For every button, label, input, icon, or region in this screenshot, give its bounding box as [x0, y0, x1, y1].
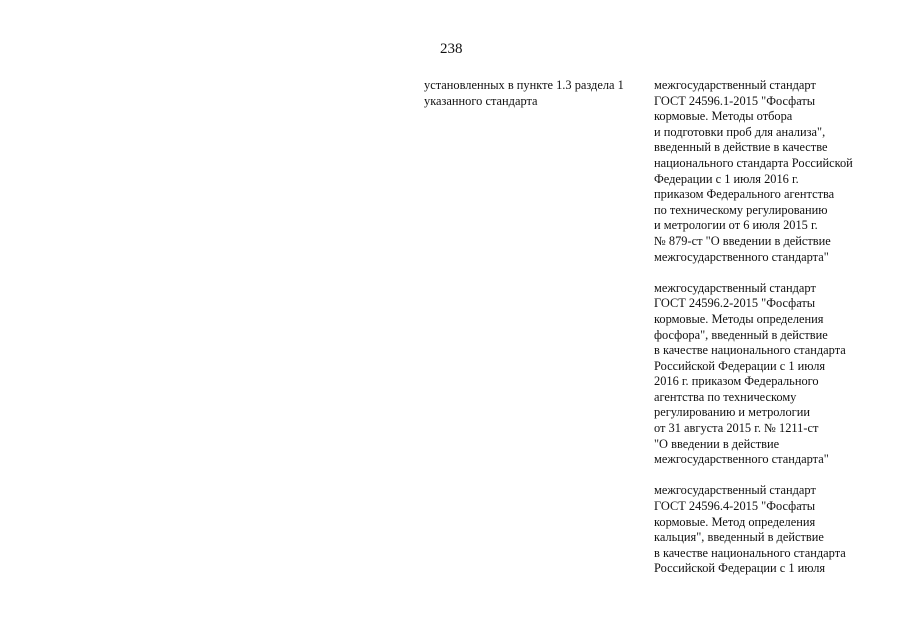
page-number: 238 [440, 41, 463, 57]
paragraph-line: фосфора", введенный в действие [654, 327, 828, 342]
paragraph-line: ГОСТ 24596.1-2015 "Фосфаты [654, 93, 816, 108]
paragraph-line: в качестве национального стандарта [654, 545, 846, 560]
paragraph-line: межгосударственного стандарта" [654, 249, 829, 264]
paragraph-line: и подготовки проб для анализа", [654, 124, 826, 139]
left-line: указанного стандарта [424, 93, 538, 108]
paragraph-line: кормовые. Методы определения [654, 311, 824, 326]
standard-paragraph-gost-24596-1 [654, 78, 900, 265]
paragraph-line: приказом Федерального агентства [654, 187, 835, 202]
paragraph-line: в качестве национального стандарта [654, 343, 846, 358]
paragraph-line: и метрологии от 6 июля 2015 г. [654, 218, 818, 233]
paragraph-line: введенный в действие в качестве [654, 140, 828, 155]
paragraph-line: агентства по техническому [654, 389, 797, 404]
paragraph-line: межгосударственного стандарта" [654, 452, 829, 467]
paragraph-line: 2016 г. приказом Федерального [654, 374, 819, 389]
paragraph-line: регулированию и метрологии [654, 405, 811, 420]
standard-paragraph-gost-24596-4 [654, 483, 900, 577]
right-column [654, 78, 900, 593]
paragraph-line: № 879-ст "О введении в действие [654, 233, 831, 248]
paragraph-line: по техническому регулированию [654, 202, 828, 217]
paragraph-line: кормовые. Методы отбора [654, 109, 793, 124]
paragraph-line: межгосударственный стандарт [654, 483, 816, 498]
paragraph-line: межгосударственный стандарт [654, 78, 816, 92]
paragraph-line: кормовые. Метод определения [654, 514, 816, 529]
paragraph-line: кальция", введенный в действие [654, 530, 824, 545]
paragraph-line: Российской Федерации с 1 июля [654, 561, 826, 576]
left-line: установленных в пункте 1.3 раздела 1 [424, 78, 624, 92]
left-column [424, 78, 644, 109]
paragraph-line: от 31 августа 2015 г. № 1211-ст [654, 421, 819, 436]
paragraph-line: ГОСТ 24596.2-2015 "Фосфаты [654, 296, 816, 311]
paragraph-line: национального стандарта Российской [654, 155, 853, 170]
paragraph-line: ГОСТ 24596.4-2015 "Фосфаты [654, 499, 816, 514]
paragraph-line: межгосударственный стандарт [654, 280, 816, 295]
paragraph-line: "О введении в действие [654, 436, 780, 451]
standard-paragraph-gost-24596-2 [654, 281, 900, 468]
paragraph-line: Российской Федерации с 1 июля [654, 358, 826, 373]
paragraph-line: Федерации с 1 июля 2016 г. [654, 171, 799, 186]
